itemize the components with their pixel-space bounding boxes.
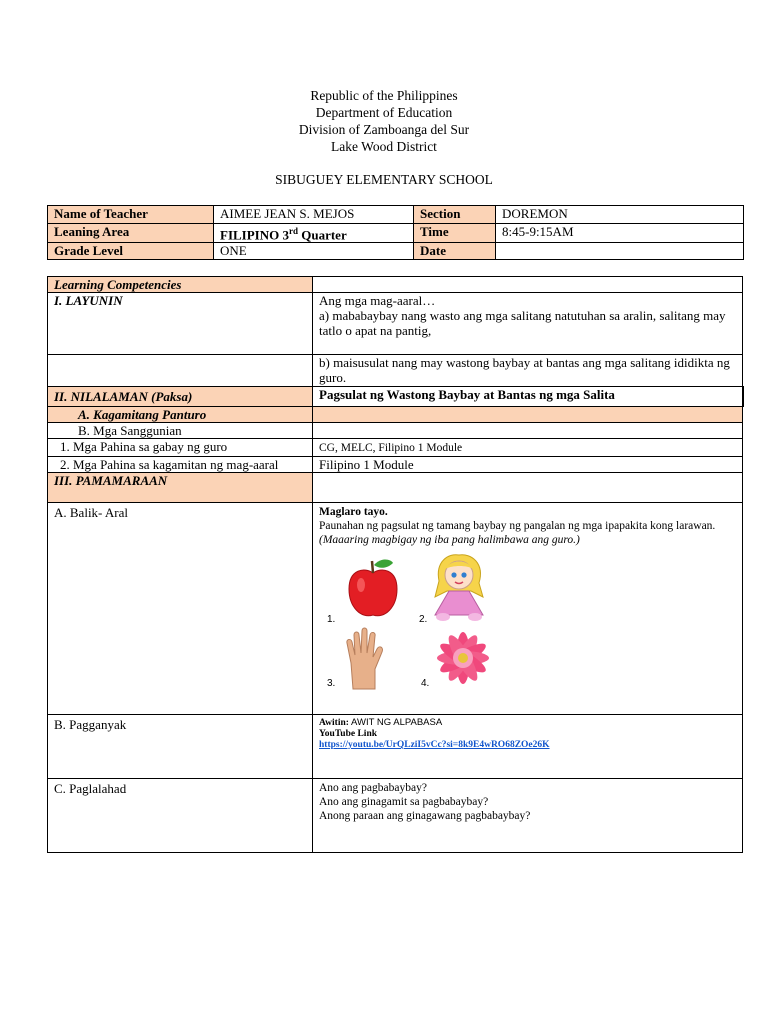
nilalaman-label: II. NILALAMAN (Paksa) (48, 387, 313, 407)
learning-area-label: Leaning Area (48, 224, 214, 243)
picture-number-2: 2. (419, 614, 428, 625)
picture-number-3: 3. (327, 678, 336, 689)
date-label: Date (414, 243, 496, 260)
layunin-b: b) maisusulat nang may wastong baybay at bantas ang mga salitang ididikta ng guro. (313, 355, 743, 387)
layunin-label: I. LAYUNIN (48, 293, 313, 355)
pagganyak-label: B. Pagganyak (48, 715, 313, 779)
pamamaraan-label: III. PAMAMARAAN (48, 473, 313, 503)
awitin-line: Awitin: AWIT NG ALPABASA (319, 717, 443, 728)
layunin-intro: Ang mga mag-aaral… (319, 293, 436, 308)
picture-number-1: 1. (327, 614, 336, 625)
pamamaraan-value (313, 473, 743, 503)
paglalahad-question-1: Ano ang pagbabaybay? (319, 782, 427, 794)
youtube-label: YouTube Link (319, 729, 378, 739)
gabay-guro-value: CG, MELC, Filipino 1 Module (313, 439, 743, 457)
nilalaman-value: Pagsulat ng Wastong Baybay at Bantas ng mga Salita (313, 387, 743, 407)
competencies-label: Learning Competencies (48, 277, 313, 293)
date-value (496, 243, 744, 260)
layunin-a: a) mababaybay nang wasto ang mga salitang natutuhan sa aralin, salitang may tatlo o apat na pantig, (319, 308, 726, 338)
hand-image (339, 625, 389, 691)
pagganyak-content (313, 715, 743, 779)
balik-aral-title: Maglaro tayo. (319, 506, 388, 518)
section-label: Section (414, 206, 496, 224)
learning-area-value: FILIPINO 3rd Quarter (214, 224, 414, 243)
paglalahad-label: C. Paglalahad (48, 779, 313, 853)
kagamitan-label: A. Kagamitang Panturo (48, 407, 313, 423)
balik-aral-text: Paunahan ng pagsulat ng tamang baybay ng pangalan ng mga ipapakita kong larawan. (Maaaring magbigay ng iba pang halimbawa ang guro.) (319, 520, 716, 546)
competencies-value (313, 277, 743, 293)
picture-number-4: 4. (421, 678, 430, 689)
sanggunian-label: B. Mga Sanggunian (48, 423, 313, 439)
header-republic: Republic of the Philippines (310, 88, 458, 103)
balik-aral-label: A. Balik- Aral (48, 503, 313, 715)
doll-image (427, 551, 491, 625)
kagamitan-mag-aaral-label: 2. Mga Pahina sa kagamitan ng mag-aaral (48, 457, 313, 473)
teacher-value: AIMEE JEAN S. MEJOS (214, 206, 414, 224)
balik-aral-content (313, 503, 743, 715)
header-department: Department of Education (315, 105, 453, 120)
paglalahad-question-2: Ano ang ginagamit sa pagbabaybay? (319, 796, 489, 808)
gabay-guro-label: 1. Mga Pahina sa gabay ng guro (48, 439, 313, 457)
paglalahad-content (313, 779, 743, 853)
kagamitan-mag-aaral-value: Filipino 1 Module (313, 457, 743, 473)
apple-image (343, 557, 403, 623)
teacher-label: Name of Teacher (48, 206, 214, 224)
kagamitan-value (313, 407, 743, 423)
time-value: 8:45-9:15AM (496, 224, 744, 243)
section-value: DOREMON (496, 206, 744, 224)
layunin-content (313, 293, 743, 355)
grade-level-label: Grade Level (48, 243, 214, 260)
time-label: Time (414, 224, 496, 243)
sanggunian-value (313, 423, 743, 439)
lesson-plan-table (47, 276, 744, 853)
grade-level-value: ONE (214, 243, 414, 260)
teacher-info-table (47, 205, 744, 260)
flower-image (431, 627, 495, 689)
paglalahad-question-3: Anong paraan ang ginagawang pagbabaybay? (319, 810, 531, 822)
school-name: SIBUGUEY ELEMENTARY SCHOOL (275, 172, 493, 187)
header-district: Lake Wood District (331, 139, 437, 154)
header-division: Division of Zamboanga del Sur (298, 122, 470, 137)
youtube-link[interactable]: https://youtu.be/UrQLziI5vCc?si=8k9E4wRO68ZOe26K (319, 740, 550, 750)
layunin-b-left (48, 355, 313, 387)
